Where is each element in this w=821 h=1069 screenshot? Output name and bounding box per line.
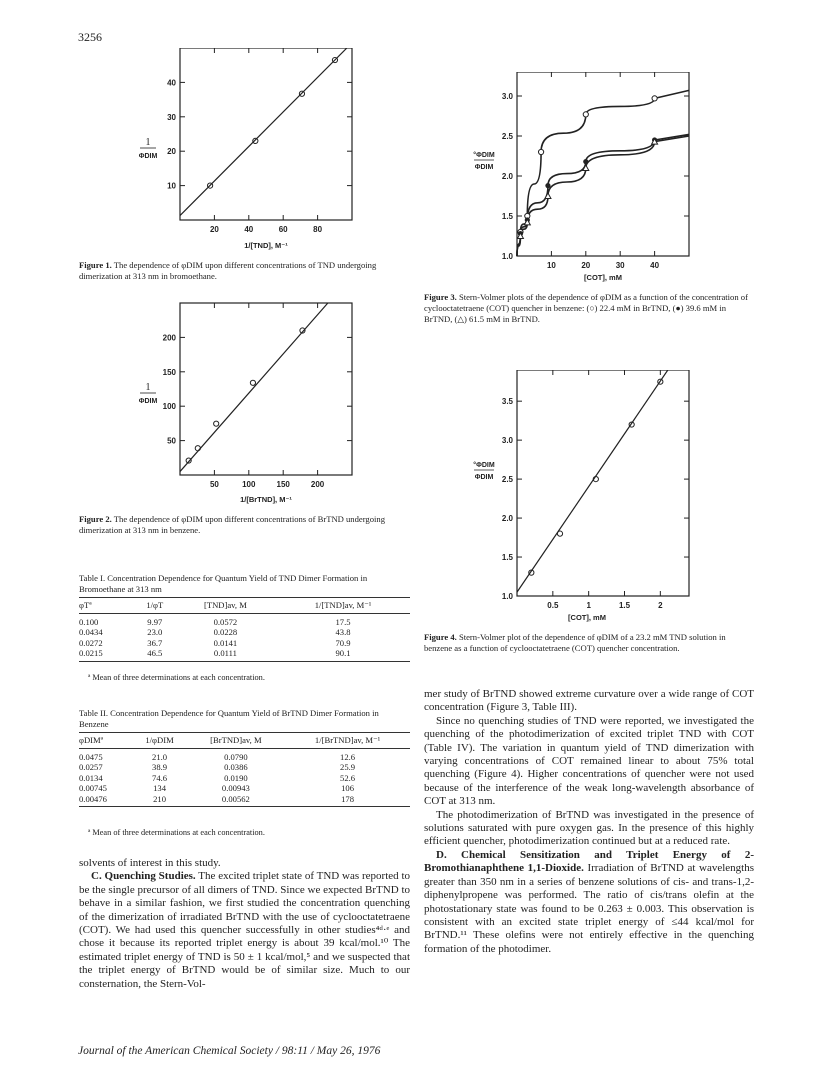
fig4-xtick-label: 2 xyxy=(658,601,663,610)
table-1-cell: 46.5 xyxy=(135,648,175,661)
table-2 xyxy=(79,732,410,807)
figure-3-chart xyxy=(470,72,720,287)
fig3-frame xyxy=(517,72,689,256)
right-text-p1: Since no quenching studies of TND were reported, we investigated the quenching of the photodimerization of excited triplet TND with COT (Table IV). The variation in quantum yield of TND dimerization with varying concentrations of COT remained linear to about 75% total quenching (Figure 4). Higher concentrations of quencher were not used because of the interference of the weak long-wavelength absorbance of COT at 313 nm. xyxy=(424,714,754,808)
table-2-cell: 0.00745 xyxy=(79,783,107,793)
fig1-xtick-label: 20 xyxy=(209,225,219,234)
table-1-cell: 9.97 xyxy=(147,616,163,627)
fig3-ytick-label: 2.0 xyxy=(501,172,513,181)
fig1-ytick-label: 20 xyxy=(167,147,176,157)
fig2-ytick-label: 100 xyxy=(162,402,176,412)
fig3-ytick-label: 2.5 xyxy=(501,132,513,141)
table-1-row xyxy=(79,627,410,638)
table-1 xyxy=(79,597,410,662)
table-2-cell: 0.0790 xyxy=(224,751,248,762)
table-2-header-3: 1/[BrTND]av, M⁻¹ xyxy=(285,733,410,749)
fig3-xtick-label: 40 xyxy=(650,261,660,270)
fig2-ytick-label: 50 xyxy=(167,436,176,446)
table-1-cell: 0.0111 xyxy=(175,648,276,661)
table-2-footnote: ª Mean of three determinations at each concentration. xyxy=(88,828,265,837)
table-1-cell: 0.0572 xyxy=(213,616,238,627)
table-1-cell: 0.0434 xyxy=(79,627,103,637)
fig3-data-point xyxy=(538,149,543,154)
table-2-cell: 74.6 xyxy=(152,772,168,783)
right-text-p2: The photodimerization of BrTND was investigated in the presence of solutions saturated with pure oxygen gas. In the presence of this highly efficient quencher, photodimerization continued but at a reduced rate. xyxy=(424,808,754,848)
table-1-cell: 70.9 xyxy=(335,637,351,648)
fig4-ytick-label: 2.5 xyxy=(501,475,513,485)
fig3-data-point xyxy=(583,159,588,164)
fig4-ytick-label: 3.0 xyxy=(501,436,513,446)
table-1-header-0: φTª xyxy=(79,598,135,614)
table-2-cell: 0.00476 xyxy=(79,794,132,807)
fig2-ylabel-num: 1 xyxy=(145,382,151,393)
fig3-ylabel-num: °ΦDIM xyxy=(473,152,495,159)
fig4-xtick-label: 0.5 xyxy=(547,601,559,610)
fig2-ytick-label: 150 xyxy=(162,367,176,377)
fig3-data-point xyxy=(545,183,550,188)
table-2-cell: 134 xyxy=(153,783,166,793)
fig4-ytick-label: 3.5 xyxy=(501,397,513,407)
table-2-header-1: 1/φDIM xyxy=(132,733,186,749)
table-1-cell: 36.7 xyxy=(147,637,163,648)
journal-footer: Journal of the American Chemical Society / 98:11 / May 26, 1976 xyxy=(78,1045,381,1057)
figure-4-caption: Figure 4. Stern-Volmer plot of the dependence of φDIM of a 23.2 mM TND solution in benzene as a function of cyclooctatetraene (COT) quencher concentration. xyxy=(424,632,726,653)
table-1-header-1: 1/φT xyxy=(135,598,175,614)
table-2-row xyxy=(79,762,410,773)
fig2-data-point xyxy=(250,380,255,385)
fig3-ytick-label: 3.0 xyxy=(501,92,513,101)
fig3-xtick-label: 20 xyxy=(581,261,591,270)
table-2-cell: 106 xyxy=(341,783,354,793)
table-2-cell: 0.0257 xyxy=(79,762,103,772)
fig3-data-point xyxy=(583,112,588,117)
fig3-series-curve xyxy=(517,90,689,256)
fig1-ylabel-num: 1 xyxy=(145,137,151,148)
fig4-ytick-label: 1.0 xyxy=(501,592,513,601)
fig1-frame xyxy=(180,48,352,220)
fig4-xtick-label: 1 xyxy=(586,601,591,610)
fig2-xtick-label: 150 xyxy=(276,480,290,489)
table-1-header-3: 1/[TND]av, M⁻¹ xyxy=(276,598,410,614)
figure-2-chart xyxy=(120,300,370,505)
fig1-ytick-label: 30 xyxy=(167,112,176,122)
fig1-ytick-label: 10 xyxy=(167,181,176,191)
table-1-cell: 17.5 xyxy=(335,616,351,627)
table-2-cell: 0.0134 xyxy=(79,772,103,783)
fig4-xtick-label: 1.5 xyxy=(618,601,631,610)
table-2-row xyxy=(79,748,410,762)
table-1-cell: 43.8 xyxy=(335,627,351,637)
table-2-cell: 12.6 xyxy=(340,751,356,762)
fig3-xtick-label: 30 xyxy=(615,261,625,270)
figure-2-caption: Figure 2. The dependence of φDIM upon different concentrations of BrTND undergoing dimerization at 313 nm in benzene. xyxy=(79,514,385,535)
fig3-xlabel: [COT], mM xyxy=(584,273,622,282)
table-1-row xyxy=(79,648,410,661)
fig4-ytick-label: 1.5 xyxy=(501,553,513,563)
fig1-xtick-label: 40 xyxy=(244,225,254,234)
table-1-cell: 0.0228 xyxy=(213,627,238,637)
table-2-caption: Table II. Concentration Dependence for Quantum Yield of BrTND Dimer Formation in Benzene xyxy=(79,708,379,729)
fig4-ylabel-den: ΦDIM xyxy=(474,474,494,481)
table-2-cell: 0.00943 xyxy=(221,783,250,793)
fig2-xtick-label: 200 xyxy=(310,480,325,489)
right-body-text xyxy=(424,688,754,956)
fig4-frame xyxy=(517,370,689,596)
table-2-cell: 38.9 xyxy=(152,762,168,772)
table-1-cell: 90.1 xyxy=(276,648,410,661)
figure-3-caption: Figure 3. Stern-Volmer plots of the dependence of φDIM as a function of the concentration of cyclooctatetraene (COT) quencher in benzene: (○) 22.4 mM in BrTND, (●) 39.6 mM in BrTND, (△) 61.5 mM in BrTND. xyxy=(424,292,748,324)
fig2-xtick-label: 100 xyxy=(242,480,256,489)
fig2-fit-line xyxy=(180,303,328,472)
fig3-ytick-label: 1.5 xyxy=(501,212,513,221)
table-1-cell: 0.100 xyxy=(79,616,99,627)
table-2-cell: 52.6 xyxy=(340,772,356,783)
table-1-row xyxy=(79,638,410,649)
fig4-ylabel-num: °ΦDIM xyxy=(473,462,495,469)
fig1-xtick-label: 80 xyxy=(313,225,323,234)
fig4-ytick-label: 2.0 xyxy=(501,514,513,524)
table-2-row xyxy=(79,794,410,807)
fig2-data-point xyxy=(214,421,219,426)
table-1-cell: 0.0215 xyxy=(79,648,135,661)
table-2-cell: 0.0386 xyxy=(224,762,248,772)
table-2-cell: 25.9 xyxy=(340,762,356,772)
left-text-p0: solvents of interest in this study. xyxy=(79,857,221,869)
table-1-cell: 0.0141 xyxy=(213,637,238,648)
fig2-xlabel: 1/[BrTND], M⁻¹ xyxy=(240,495,292,504)
table-2-header-2: [BrTND]av, M xyxy=(187,733,285,749)
table-1-caption: Table I. Concentration Dependence for Quantum Yield of TND Dimer Formation in Bromoethane at 313 nm xyxy=(79,573,368,594)
table-2-cell: 210 xyxy=(132,794,186,807)
table-1-cell: 0.0272 xyxy=(79,637,103,648)
table-2-cell: 21.0 xyxy=(152,751,168,762)
right-text-p0: mer study of BrTND showed extreme curvature over a wide range of COT concentration (Figure 3, Table III). xyxy=(424,688,754,714)
table-1-cell: 23.0 xyxy=(147,627,163,637)
table-2-cell: 178 xyxy=(285,794,410,807)
fig1-fit-line xyxy=(180,48,347,216)
fig4-xlabel: [COT], mM xyxy=(568,613,606,622)
table-2-row xyxy=(79,783,410,794)
fig1-xtick-label: 60 xyxy=(278,225,288,234)
fig1-ytick-label: 40 xyxy=(167,78,176,88)
fig3-xtick-label: 10 xyxy=(546,261,556,270)
figure-1-caption: Figure 1. The dependence of φDIM upon different concentrations of TND undergoing dimerization at 313 nm in bromoethane. xyxy=(79,260,377,281)
fig2-xtick-label: 50 xyxy=(209,480,219,489)
table-2-cell: 0.00562 xyxy=(187,794,285,807)
fig2-ytick-label: 200 xyxy=(162,333,176,343)
table-1-header-2: [TND]av, M xyxy=(175,598,276,614)
figure-1-chart xyxy=(120,48,370,253)
fig3-data-point xyxy=(652,96,657,101)
table-2-row xyxy=(79,773,410,784)
fig2-frame xyxy=(180,303,352,475)
fig3-ylabel-den: ΦDIM xyxy=(474,164,494,171)
right-text-p3: D. Chemical Sensitization and Triplet Energy of 2-Bromothianaphthene 1,1-Dioxide. Irradiation of BrTND at wavelengths greater than 350 nm in a series of benzene solutions of cis- and trans-1,2-diphenylpropene was performed. The ratio of cis/trans olefin at the photostationary state was found to be 0.263 ± 0.003. This observation is consistent with an excited state triplet energy of ≤44 kcal/mol for BrTND.¹¹ These olefins were not entirely effective in the quenching formation of the photodimer. xyxy=(424,848,754,955)
table-1-footnote: ª Mean of three determinations at each concentration. xyxy=(88,673,265,682)
fig2-ylabel-den: ΦDIM xyxy=(138,398,158,405)
left-body-text xyxy=(79,857,410,991)
table-2-cell: 0.0475 xyxy=(79,751,103,762)
page-number: 3256 xyxy=(78,30,102,44)
table-1-row xyxy=(79,613,410,627)
left-text-p1: C. Quenching Studies. The excited triplet state of TND was reported to be the single precursor of all dimers of TND. Since we expected BrTND to behave in a similar fashion, we first studied the concentration quenching of the dimerization of irradiated BrTND with the use of cyclooctatetraene (COT). We had used this quencher successfully in other studies⁴ᵈ·ᵉ and chose it because its reported triplet energy is about 39 kcal/mol.¹⁰ The estimated triplet energy of TND is 50 ± 1 kcal/mol,⁵ and we suspected that the triplet energy of BrTND would be of similar size. Much to our consternation, the Stern-Vol- xyxy=(79,870,411,990)
table-2-cell: 0.0190 xyxy=(224,772,248,783)
fig4-fit-line xyxy=(517,370,668,592)
fig1-ylabel-den: ΦDIM xyxy=(138,153,158,160)
fig1-xlabel: 1/[TND], M⁻¹ xyxy=(244,241,288,250)
figure-4-chart xyxy=(470,370,720,630)
table-2-header-0: φDIMª xyxy=(79,733,132,749)
fig3-ytick-label: 1.0 xyxy=(501,252,513,261)
